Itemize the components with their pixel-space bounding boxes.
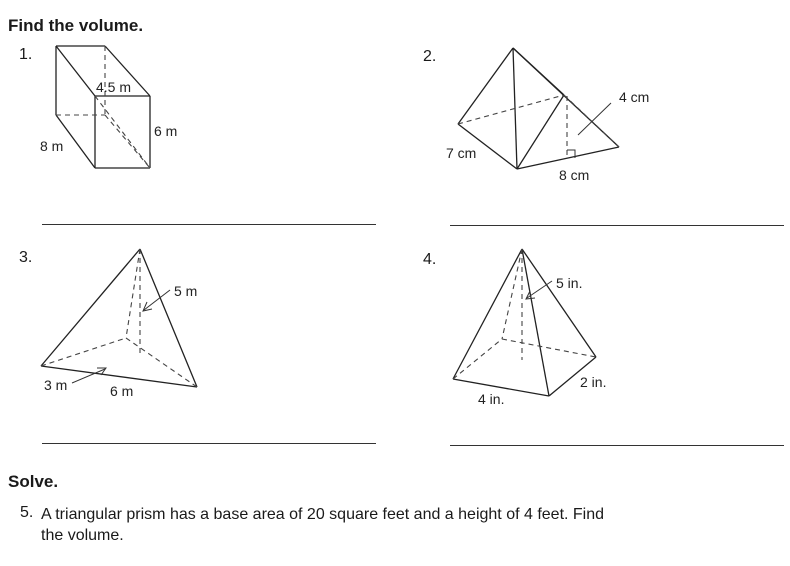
problem-3-number: 3. xyxy=(19,249,33,266)
page-title: Find the volume. xyxy=(8,16,144,35)
problem-4-number: 4. xyxy=(423,251,437,268)
label-width-2in: 2 in. xyxy=(580,374,607,390)
label-base-3m: 3 m xyxy=(44,377,68,393)
label-length-4-5m: 4.5 m xyxy=(96,79,132,95)
label-width-8m: 8 m xyxy=(40,138,64,154)
answer-line-4[interactable] xyxy=(450,445,784,446)
problem-2-number: 2. xyxy=(423,48,437,65)
problem-1-number: 1. xyxy=(19,46,33,63)
label-base-6m: 6 m xyxy=(110,383,134,399)
label-height-6m: 6 m xyxy=(154,123,178,139)
problem-5-text: A triangular prism has a base area of 20 square feet and a height of 4 feet. Find the volume. xyxy=(41,506,605,544)
label-height-4cm: 4 cm xyxy=(619,89,650,105)
problem-5-number: 5. xyxy=(20,504,34,521)
label-base-8cm: 8 cm xyxy=(559,167,590,183)
label-length-4in: 4 in. xyxy=(478,391,505,407)
label-height-5in: 5 in. xyxy=(556,275,583,291)
label-length-7cm: 7 cm xyxy=(446,145,477,161)
solve-title: Solve. xyxy=(8,472,59,491)
label-height-5m: 5 m xyxy=(174,283,198,299)
